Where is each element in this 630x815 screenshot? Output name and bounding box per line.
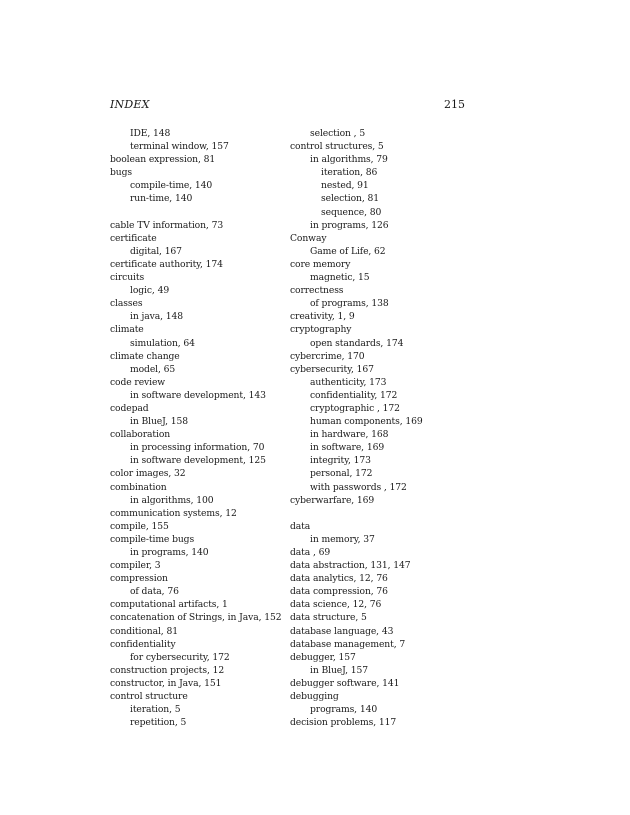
- index-subentry: in BlueJ, 158: [130, 416, 189, 428]
- index-subentry: of programs, 138: [310, 298, 389, 310]
- index-subentry: cryptographic , 172: [310, 402, 400, 414]
- index-entry: data abstraction, 131, 147: [290, 560, 411, 572]
- index-subentry: in programs, 140: [130, 547, 209, 558]
- index-entry: boolean expression, 81: [110, 154, 216, 166]
- index-entry: compression: [110, 573, 168, 585]
- index-entry: cyberwarfare, 169: [290, 494, 375, 506]
- index-entry: combination: [110, 481, 167, 493]
- index-subentry: integrity, 173: [310, 455, 371, 467]
- index-entry: concatenation of Strings, in Java, 152: [110, 612, 282, 624]
- index-entry: data compression, 76: [290, 586, 388, 598]
- index-entry: climate: [110, 324, 144, 336]
- index-entry: creativity, 1, 9: [290, 311, 355, 323]
- index-subentry: programs, 140: [310, 704, 378, 716]
- index-column-right: [290, 127, 466, 729]
- index-entry: bugs: [110, 167, 132, 179]
- index-entry: correctness: [290, 285, 344, 297]
- index-subentry: in algorithms, 100: [130, 494, 214, 506]
- running-header: [110, 96, 465, 114]
- index-entry: certificate: [110, 232, 157, 244]
- index-entry: cable TV information, 73: [110, 219, 224, 231]
- index-subentry: magnetic, 15: [310, 272, 370, 284]
- index-subentry: logic, 49: [130, 285, 170, 297]
- index-entry: decision problems, 117: [290, 717, 397, 729]
- index-subentry: for cybersecurity, 172: [130, 651, 230, 663]
- index-entry: cryptography: [290, 324, 352, 336]
- index-gap: [290, 507, 466, 520]
- index-entry: cybercrime, 170: [290, 350, 365, 362]
- index-entry: control structures, 5: [290, 141, 384, 153]
- index-entry: debugger software, 141: [290, 677, 400, 689]
- index-subentry: repetition, 5: [130, 717, 187, 729]
- index-entry: data , 69: [290, 547, 331, 558]
- index-subentry: in programs, 126: [310, 219, 389, 231]
- index-subentry: terminal window, 157: [130, 141, 229, 153]
- index-subentry: nested, 91: [321, 180, 369, 192]
- index-subentry: in software development, 143: [130, 389, 266, 401]
- index-entry: data analytics, 12, 76: [290, 573, 388, 585]
- index-entry: circuits: [110, 272, 145, 284]
- index-subentry: with passwords , 172: [310, 481, 407, 493]
- index-subentry: compile-time, 140: [130, 180, 213, 192]
- index-subentry: sequence, 80: [321, 206, 382, 218]
- index-gap: [110, 206, 286, 219]
- index-entry: climate change: [110, 350, 180, 362]
- index-subentry: IDE, 148: [130, 128, 171, 139]
- index-subentry: confidentiality, 172: [310, 389, 398, 401]
- index-entry: data structure, 5: [290, 612, 367, 624]
- index-subentry: in BlueJ, 157: [310, 664, 369, 676]
- index-subentry: in hardware, 168: [310, 429, 389, 441]
- index-column-left: [110, 127, 286, 729]
- index-entry: certificate authority, 174: [110, 258, 223, 270]
- index-subentry: in processing information, 70: [130, 442, 265, 454]
- running-title: INDEX: [110, 98, 150, 111]
- index-subentry: in memory, 37: [310, 533, 375, 545]
- index-entry: collaboration: [110, 429, 171, 441]
- index-entry: compiler, 3: [110, 560, 161, 572]
- index-subentry: iteration, 5: [130, 704, 181, 716]
- index-subentry: model, 65: [130, 363, 176, 375]
- index-subentry: in software, 169: [310, 442, 385, 454]
- index-entry: communication systems, 12: [110, 507, 237, 519]
- index-subentry: selection, 81: [321, 193, 379, 205]
- index-subentry: digital, 167: [130, 245, 182, 257]
- index-subentry: open standards, 174: [310, 337, 404, 349]
- index-entry: database language, 43: [290, 625, 394, 637]
- index-entry: confidentiality: [110, 638, 176, 650]
- index-entry: classes: [110, 298, 143, 310]
- index-entry: data: [290, 520, 311, 532]
- index-entry: control structure: [110, 691, 188, 703]
- index-subentry: personal, 172: [310, 468, 373, 480]
- index-entry: debugger, 157: [290, 651, 356, 663]
- index-entry: computational artifacts, 1: [110, 599, 228, 611]
- index-entry: code review: [110, 376, 166, 388]
- index-entry: Conway: [290, 232, 327, 244]
- index-entry: color images, 32: [110, 468, 186, 480]
- index-subentry: in algorithms, 79: [310, 154, 388, 166]
- index-subentry: human components, 169: [310, 416, 423, 428]
- index-entry: database management, 7: [290, 638, 406, 650]
- index-entry: conditional, 81: [110, 625, 178, 637]
- index-subentry: simulation, 64: [130, 337, 195, 349]
- index-subentry: selection , 5: [310, 128, 366, 139]
- index-subentry: Game of Life, 62: [310, 245, 386, 257]
- index-subentry: authenticity, 173: [310, 376, 387, 388]
- page-number: 215: [444, 98, 465, 111]
- index-entry: debugging: [290, 691, 339, 703]
- index-subentry: run-time, 140: [130, 193, 193, 205]
- index-entry: codepad: [110, 402, 149, 414]
- index-entry: constructor, in Java, 151: [110, 677, 222, 689]
- index-subentry: of data, 76: [130, 586, 179, 598]
- index-entry: cybersecurity, 167: [290, 363, 374, 375]
- index-subentry: in software development, 125: [130, 455, 266, 467]
- index-entry: data science, 12, 76: [290, 599, 382, 611]
- index-entry: compile, 155: [110, 520, 169, 532]
- index-entry: construction projects, 12: [110, 664, 225, 676]
- index-subentry: in java, 148: [130, 311, 183, 323]
- index-entry: core memory: [290, 258, 351, 270]
- index-subentry: iteration, 86: [321, 167, 378, 179]
- index-entry: compile-time bugs: [110, 533, 195, 545]
